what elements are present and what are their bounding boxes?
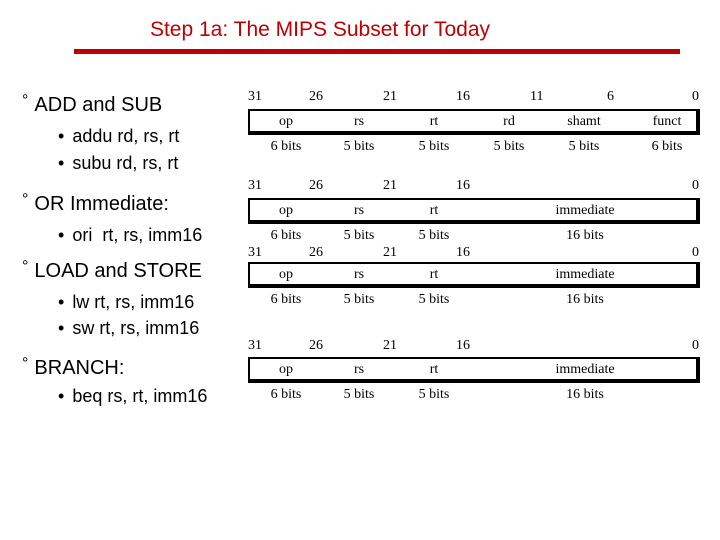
field-width: 5 bits xyxy=(418,139,450,154)
section-heading-add-sub: ° ADD and SUB xyxy=(22,92,163,116)
list-item: • ori rt, rs, imm16 xyxy=(58,225,203,245)
field-label-shamt: shamt xyxy=(567,114,601,129)
field-label-op: op xyxy=(279,114,293,129)
field-label-immediate: immediate xyxy=(555,362,615,377)
field-width: 5 bits xyxy=(493,139,525,154)
bit-number: 21 xyxy=(383,245,397,260)
bit-number: 31 xyxy=(248,89,262,104)
list-item: • lw rt, rs, imm16 xyxy=(58,292,195,312)
bit-number: 6 xyxy=(607,89,614,104)
bullet-dot-icon: • xyxy=(58,386,65,406)
list-item: • beq rs, rt, imm16 xyxy=(58,386,208,406)
field-label-rs: rs xyxy=(353,203,365,218)
section-heading-load-store: ° LOAD and STORE xyxy=(22,258,202,282)
bit-number: 16 xyxy=(456,338,470,353)
field-label-rt: rt xyxy=(429,362,439,377)
field-width: 6 bits xyxy=(270,139,302,154)
field-width: 6 bits xyxy=(270,292,302,307)
bit-number: 0 xyxy=(692,245,699,260)
field-width: 5 bits xyxy=(418,292,450,307)
field-width: 6 bits xyxy=(651,139,683,154)
bullet-icon: ° xyxy=(22,92,29,109)
bit-number: 31 xyxy=(248,245,262,260)
bit-number: 26 xyxy=(309,178,323,193)
field-width: 16 bits xyxy=(566,228,604,243)
bullet-dot-icon: • xyxy=(58,292,65,312)
field-width: 5 bits xyxy=(418,387,450,402)
bit-number: 21 xyxy=(383,338,397,353)
field-width: 16 bits xyxy=(566,387,604,402)
field-width: 6 bits xyxy=(270,228,302,243)
field-width: 5 bits xyxy=(418,228,450,243)
section-heading-branch: ° BRANCH: xyxy=(22,355,125,379)
bit-number: 26 xyxy=(309,89,323,104)
bullet-dot-icon: • xyxy=(58,153,65,173)
list-item: • sw rt, rs, imm16 xyxy=(58,318,200,338)
bit-number: 16 xyxy=(456,89,470,104)
field-label-immediate: immediate xyxy=(555,267,615,282)
bit-number: 16 xyxy=(456,178,470,193)
slide-title: Step 1a: The MIPS Subset for Today xyxy=(149,18,491,41)
field-label-immediate: immediate xyxy=(555,203,615,218)
bullet-dot-icon: • xyxy=(58,126,65,146)
bit-number: 0 xyxy=(692,178,699,193)
bit-number: 16 xyxy=(456,245,470,260)
field-width: 5 bits xyxy=(568,139,600,154)
field-label-rs: rs xyxy=(353,114,365,129)
bit-number: 21 xyxy=(383,178,397,193)
field-label-op: op xyxy=(279,267,293,282)
field-label-op: op xyxy=(279,203,293,218)
bullet-dot-icon: • xyxy=(58,318,65,338)
bullet-dot-icon: • xyxy=(58,225,65,245)
bullet-icon: ° xyxy=(22,191,29,208)
bullet-icon: ° xyxy=(22,355,29,372)
field-width: 5 bits xyxy=(343,292,375,307)
bit-number: 0 xyxy=(692,338,699,353)
field-label-rt: rt xyxy=(429,203,439,218)
field-label-funct: funct xyxy=(652,114,682,129)
bit-number: 26 xyxy=(309,338,323,353)
field-label-rt: rt xyxy=(429,114,439,129)
field-label-rs: rs xyxy=(353,267,365,282)
list-item: • subu rd, rs, rt xyxy=(58,153,179,173)
field-label-rt: rt xyxy=(429,267,439,282)
section-heading-or-immediate: ° OR Immediate: xyxy=(22,191,169,215)
bit-number: 21 xyxy=(383,89,397,104)
bit-number: 0 xyxy=(692,89,699,104)
field-label-rd: rd xyxy=(503,114,515,129)
field-width: 5 bits xyxy=(343,387,375,402)
list-item: • addu rd, rs, rt xyxy=(58,126,180,146)
field-label-rs: rs xyxy=(353,362,365,377)
bit-number: 31 xyxy=(248,338,262,353)
field-width: 6 bits xyxy=(270,387,302,402)
bit-number: 26 xyxy=(309,245,323,260)
bullet-icon: ° xyxy=(22,258,29,275)
bit-number: 31 xyxy=(248,178,262,193)
field-width: 16 bits xyxy=(566,292,604,307)
field-width: 5 bits xyxy=(343,139,375,154)
bit-number: 11 xyxy=(530,89,544,104)
field-width: 5 bits xyxy=(343,228,375,243)
field-label-op: op xyxy=(279,362,293,377)
title-underline xyxy=(74,49,680,54)
